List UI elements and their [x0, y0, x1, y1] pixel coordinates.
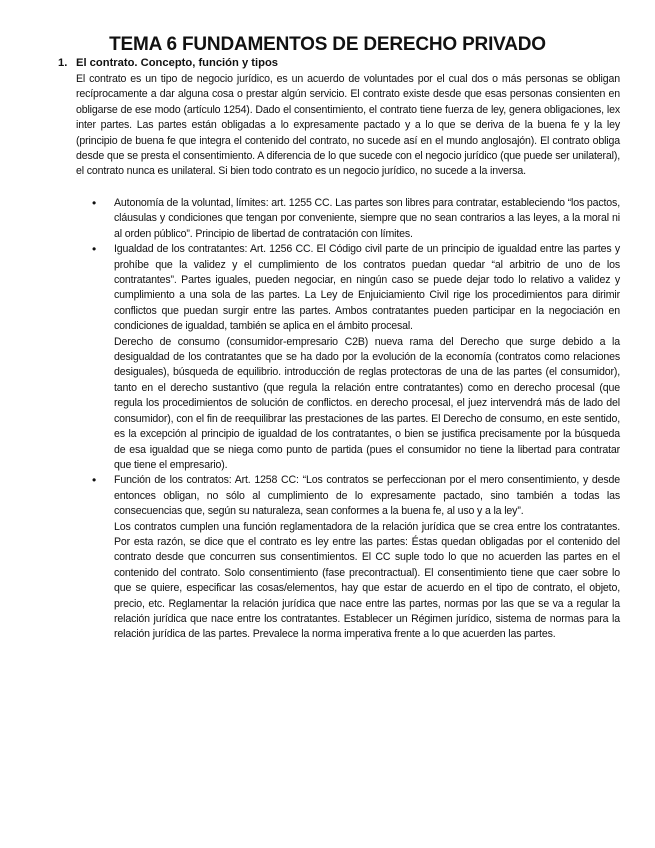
bullet-icon: • [92, 242, 97, 257]
page-title: TEMA 6 FUNDAMENTOS DE DERECHO PRIVADO [109, 34, 546, 55]
bullet-paragraph: Función de los contratos: Art. 1258 CC: “Los contratos se perfeccionan por el mero consentimiento, y desde entonces obligan, no sólo al cumplimiento de lo expresamente pactado, sino también a todas las consecuencias que, según su naturaleza, sean conformes a la buena fe, al uso y a la ley”. [114, 474, 620, 518]
section-number: 1. [58, 57, 68, 69]
bullet-paragraph: Autonomía de la voluntad, límites: art. 1255 CC. Las partes son libres para contratar, estableciendo “los pactos, cláusulas y condiciones que tengan por conveniente, siempre que no sean contrarios a las leyes, a la moral ni al orden público”. Principio de libertad de contratación con límites. [114, 197, 620, 240]
bullet-icon: • [92, 473, 97, 488]
bullet-paragraph: Derecho de consumo (consumidor-empresario C2B) nueva rama del Derecho que surge debido a la desigualdad de los contratantes que se ha dado por la evolución de la economía (contratos como relaciones desiguales), búsqueda de equilibrio. introducción de reglas protectoras de una de las partes (el consumidor), tanto en el derecho sustantivo (que regula la relación entre contratantes) como en derecho procesal (que regula los procedimientos de solución de conflictos. en derecho procesal, el juez intervendrá más de lado del consumidor), con el fin de reequilibrar las prestaciones de las partes. El Derecho de consumo, en este sentido, es la excepción al principio de igualdad de los contratantes, o bien se justifica precisamente por la búsqueda de esa igualdad que se niega como punto de partida (pues el consumidor no tiene la libertad para contratar que tiene el empresario). [114, 335, 620, 471]
section-heading [58, 57, 278, 69]
bullet-item-igualdad [92, 242, 620, 473]
bullet-item-funcion [92, 473, 620, 642]
bullet-list [92, 196, 620, 643]
bullet-icon: • [92, 196, 97, 210]
section-heading-text: El contrato. Concepto, función y tipos [76, 57, 278, 69]
bullet-paragraph: Los contratos cumplen una función reglamentadora de la relación jurídica que se crea entre los contratantes. Por esta razón, se dice que el contrato es ley entre las partes: Éstas quedan obligadas por el contenido del contrato desde que concurren sus consentimientos. El CC suple todo lo que no acuerden las partes en el contenido del contrato. Solo consentimiento (fase precontractual). El consentimiento tiene que caer sobre lo que se quiere, especificar las cosas/elementos, hay que estar de acuerdo en el tipo de contrato, el objeto, precio, etc. Reglamentar la relación jurídica que nace entre las partes, normas por las que se va a regular la relación jurídica que nace entre los contratantes. Establecer un Régimen jurídico, sistema de normas para la relación jurídica de las partes. Prevalece la norma imperativa frente a lo que acuerden las partes. [114, 520, 620, 641]
bullet-item-autonomia [92, 196, 620, 242]
bullet-paragraph: Igualdad de los contratantes: Art. 1256 CC. El Código civil parte de un principio de igualdad entre las partes y prohíbe que la validez y el cumplimiento de los contratos puedan quedar “al arbitrio de uno de los contratantes”. Partes iguales, pueden negociar, en ningún caso se puede dejar todo lo relativo a validez y cumplimiento a una sola de las partes. La Ley de Enjuiciamiento Civil rige los procedimientos para dirimir conflictos que puedan surgir entre las partes. Ambos contratantes pueden participar en la negociación en condiciones de igualdad, también se aplica en el ámbito procesal. [114, 243, 620, 333]
intro-paragraph: El contrato es un tipo de negocio jurídico, es un acuerdo de voluntades por el cual dos o más personas se obligan recíprocamente a dar alguna cosa o prestar algún servicio. El contrato existe desde que esas personas consienten en obligarse de ese modo (artículo 1254). Dado el consentimiento, el contrato tiene fuerza de ley, genera obligaciones, lex inter partes. Las partes están obligadas a lo expresamente pactado y a lo que se deriva de la buena fe y la ley (principio de buena fe que integra el contenido del contrato, no sucede así en el mundo anglosajón). El contrato obliga desde que se presta el consentimiento. A diferencia de lo que sucede con el negocio jurídico (que puede ser unilateral), el contrato nunca es unilateral. Si bien todo contrato es un negocio jurídico, no sucede a la inversa. [76, 73, 620, 178]
